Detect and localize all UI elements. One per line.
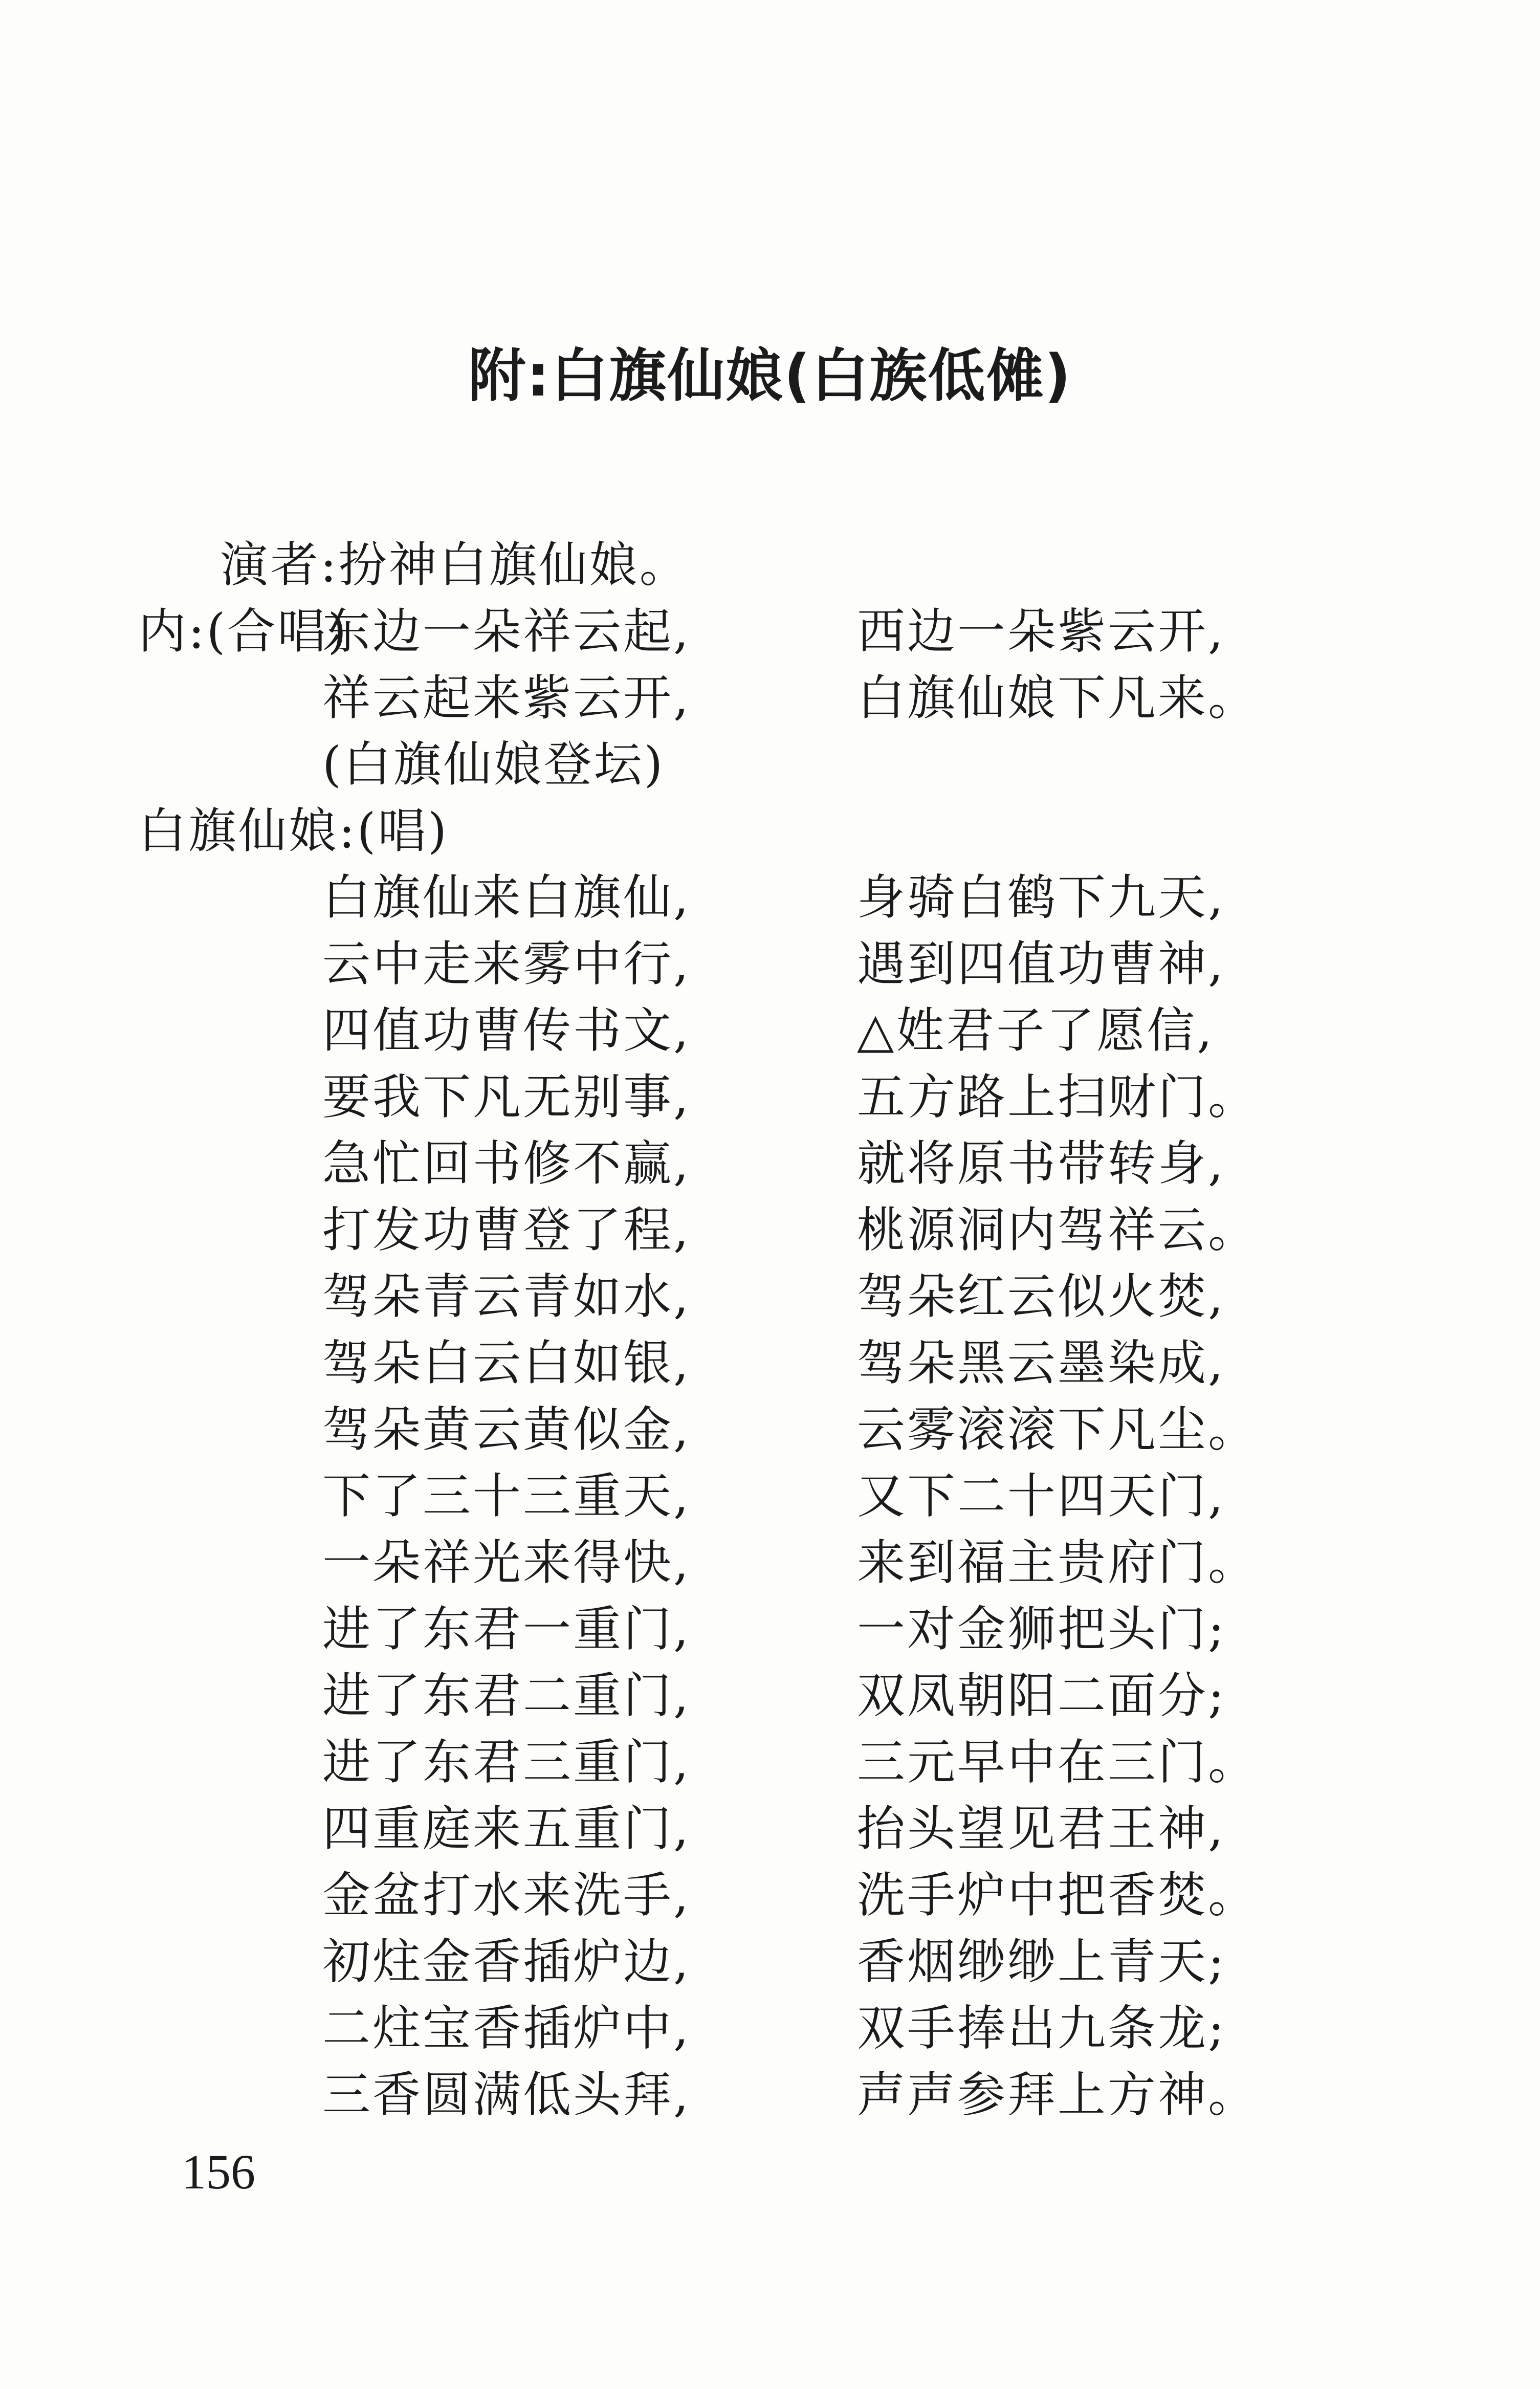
verse-left: 三香圆满低头拜, xyxy=(322,2067,691,2123)
verse-left: 驾朵白云白如银, xyxy=(322,1335,691,1391)
verse-right: 驾朵红云似火焚, xyxy=(857,1269,1225,1325)
verse-left: 云中走来雾中行, xyxy=(322,936,691,992)
verse-left: 要我下凡无别事, xyxy=(322,1069,691,1125)
verse-left: 白旗仙来白旗仙, xyxy=(322,870,691,926)
page-title: 附:白旗仙娘(白族低傩) xyxy=(468,343,1072,409)
verse-left: 驾朵青云青如水, xyxy=(322,1269,691,1325)
verse-left: 打发功曹登了程, xyxy=(322,1202,691,1258)
verse-left: 四重庭来五重门, xyxy=(322,1801,691,1857)
verse-right: 就将原书带转身, xyxy=(857,1136,1225,1192)
verse-right: 桃源洞内驾祥云。 xyxy=(857,1202,1259,1258)
verse-left: 祥云起来紫云开, xyxy=(322,670,691,726)
verse-left: 金盆打水来洗手, xyxy=(322,1868,691,1923)
verse-left: 急忙回书修不赢, xyxy=(322,1136,691,1192)
verse-right: △姓君子了愿信, xyxy=(857,1003,1215,1059)
verse-right: 声声参拜上方神。 xyxy=(857,2067,1259,2123)
verse-left: 一朵祥光来得快, xyxy=(322,1535,691,1591)
song-label: 白旗仙娘:(唱) xyxy=(138,803,449,859)
page-number: 156 xyxy=(182,2144,255,2199)
verse-left: 进了东君二重门, xyxy=(322,1668,691,1724)
verse-right: 双凤朝阳二面分; xyxy=(857,1668,1226,1724)
verse-left: 四值功曹传书文, xyxy=(322,1003,691,1059)
verse-right: 又下二十四天门, xyxy=(857,1469,1225,1524)
verse-right: 云雾滚滚下凡尘。 xyxy=(857,1402,1259,1458)
verse-right: 三元早中在三门。 xyxy=(857,1735,1259,1790)
verse-right: 抬头望见君王神, xyxy=(857,1801,1225,1857)
verse-right: 白旗仙娘下凡来。 xyxy=(857,670,1259,726)
verse-left: 驾朵黄云黄似金, xyxy=(322,1402,691,1458)
verse-right: 驾朵黑云墨染成, xyxy=(857,1335,1225,1391)
chorus-label: 内:(合唱) xyxy=(138,604,349,660)
verse-right: 西边一朵紫云开, xyxy=(857,604,1225,660)
verse-right: 一对金狮把头门; xyxy=(857,1602,1226,1657)
verse-right: 双手捧出九条龙; xyxy=(857,2001,1226,2056)
stage-direction: (白旗仙娘登坛) xyxy=(322,737,665,793)
verse-right: 香烟缈缈上青天; xyxy=(857,1934,1226,1990)
verse-left: 东边一朵祥云起, xyxy=(322,604,691,660)
verse-left: 二炷宝香插炉中, xyxy=(322,2001,691,2056)
verse-right: 洗手炉中把香焚。 xyxy=(857,1868,1259,1923)
verse-left: 进了东君一重门, xyxy=(322,1602,691,1657)
performer-line: 演者:扮神白旗仙娘。 xyxy=(220,537,690,593)
verse-right: 遇到四值功曹神, xyxy=(857,936,1225,992)
verse-left: 初炷金香插炉边, xyxy=(322,1934,691,1990)
verse-left: 下了三十三重天, xyxy=(322,1469,691,1524)
verse-right: 身骑白鹤下九天, xyxy=(857,870,1225,926)
verse-left: 进了东君三重门, xyxy=(322,1735,691,1790)
verse-right: 来到福主贵府门。 xyxy=(857,1535,1259,1591)
verse-right: 五方路上扫财门。 xyxy=(857,1069,1259,1125)
